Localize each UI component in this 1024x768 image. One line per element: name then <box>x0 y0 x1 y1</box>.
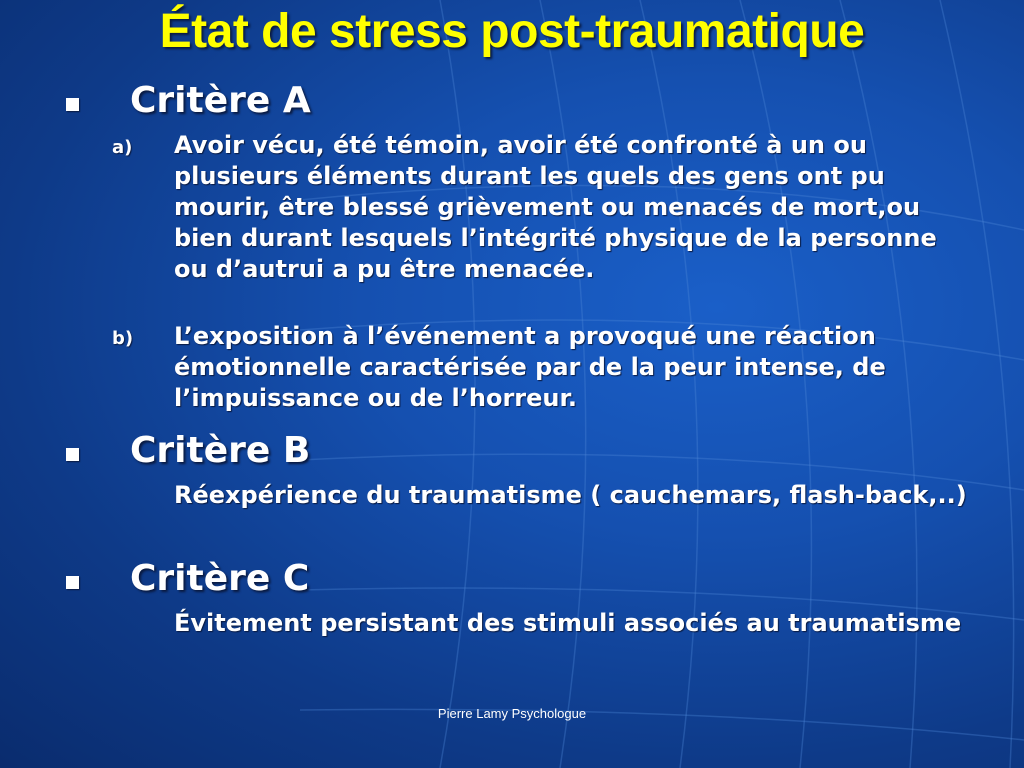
square-bullet-icon <box>66 576 79 589</box>
criterion-c-text: Évitement persistant des stimuli associés au traumatisme <box>174 609 962 637</box>
square-bullet-icon <box>66 448 79 461</box>
square-bullet-icon <box>66 98 79 111</box>
criterion-b-text: Réexpérience du traumatisme ( cauchemars, flash-back,..) <box>174 481 967 509</box>
criterion-a-text-2: L’exposition à l’événement a provoqué une réaction émotionnelle caractérisée par de la peur intense, de l’impuissance ou de l’horreur. <box>174 322 886 412</box>
slide-title: État de stress post-traumatique <box>159 5 865 58</box>
section-heading: Critère B <box>130 430 311 471</box>
list-marker: a) <box>112 137 133 158</box>
criterion-a-text-1: Avoir vécu, été témoin, avoir été confronté à un ou plusieurs éléments durant les quels des gens ont pu mourir, être blessé grièvement ou menacés de mort,ou bien durant lesquels l’intégrité physique de la personne ou d’autrui a pu être menacée. <box>174 131 937 283</box>
slide-footer: Pierre Lamy Psychologue <box>437 706 587 721</box>
section-heading: Critère C <box>130 558 310 599</box>
list-marker: b) <box>112 328 134 349</box>
section-heading: Critère A <box>130 80 311 121</box>
